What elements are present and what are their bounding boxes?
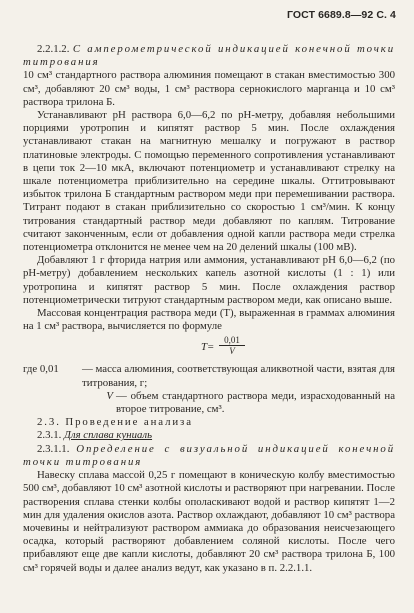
clause-title: С амперометрической индикацией конечной точки титрования (23, 43, 396, 69)
definition-key: V (106, 389, 113, 402)
definition-row (23, 390, 395, 416)
section-2-3: 2.3. Проведение анализа (37, 416, 193, 429)
formula-fraction (219, 335, 245, 356)
paragraph-body-2: Устанавливают рН раствора 6,0—6,2 по рН-метру, добавляя небольшими порциями уротропин и кипятят раствор 5 мин. После охлаждения устанавливают стакан на магнитную мешалку и погружают в раствор платиновые электроды. С помощью переменного сопротивления устанавливают в цепи ток 2—10 мкА, включают потенциометр и устанавливают стрелку на шкале потенциометра приблизительно на середине шкалы. Оттитровывают избыток трилона Б стандартным раствором меди при перемешивании раствора. Титрант подают в стакан приблизительно со скоростью 1 см³/мин. К концу титрования стандартный раствор меди добавляют по каплям. Титрование считают законченным, если от добавления одной капли раствора меди стрелка потенциометра отклонится не менее чем на 20 делений шкалы (100 мВ). (23, 109, 395, 254)
clause-number: 2.2.1.2. (37, 43, 70, 55)
page-header: ГОСТ 6689.8—92 С. 4 (286, 9, 396, 21)
definition-row (23, 363, 395, 389)
formula-denominator: V (229, 346, 235, 357)
definition-text: — масса алюминия, соответствующая аликвотной части, взятая для титрования, г; (82, 363, 395, 389)
formula (23, 337, 395, 357)
clause-number: 2.3.1.1. (37, 442, 70, 455)
paragraph-body-5: Навеску сплава массой 0,25 г помещают в коническую колбу вместимостью 500 см³, добавляют 10 см³ азотной кислоты и растворяют при нагревании. После растворения сплава стенки колбы ополаскивают водой и раствор кипятят 1—2 мин для удаления окислов азота. Раствор охлаждают, добавляют 10 см³ раствора мочевины и нейтрализуют раствором аммиака до образования неисчезающего осадка, который растворяют добавлением соляной кислоты. После чего прибавляют еще две капли кислоты, добавляют 20 см³ раствора трилона Б, 100 см³ горячей воды и далее анализ ведут, как указано в п. 2.2.1.1. (23, 469, 395, 574)
formula-numerator: 0,01 (219, 335, 245, 346)
paragraph-body-4: Массовая концентрация раствора меди (T), выраженная в граммах алюминия на 1 см³ раствора, вычисляется по формуле (23, 307, 395, 333)
clause-title: Для сплава куниаль (64, 429, 153, 442)
paragraph-2-2-1-2 (23, 43, 395, 69)
definition-text: — объем стандартного раствора меди, израсходованный на второе титрование, см³. (116, 389, 395, 416)
paragraph-body-3: Добавляют 1 г фторида натрия или аммония, устанавливают рН 6,0—6,2 (по рН-метру) добавлением нескольких капель азотной кислоты (1 : 1) или уротропина и кипятят раствор 5 мин. После охлаждения раствор потенциометрически титруют стандартным раствором меди, как описано выше. (23, 254, 395, 306)
document-body (23, 43, 395, 575)
definition-key: где 0,01 (23, 363, 59, 376)
formula-definitions (23, 363, 395, 416)
section-2-3-1-1 (23, 443, 395, 469)
section-2-3-1 (23, 429, 395, 442)
clause-title: Определение с визуальной индикацией конечной точки титрования (23, 442, 395, 468)
clause-number: 2.3.1. (37, 429, 62, 442)
paragraph-body-1: 10 см³ стандартного раствора алюминия помещают в стакан вместимостью 300 см³, добавляют 20 см³ воды, 1 см³ раствора сернокислого марганца и 10 см³ раствора трилона Б. (23, 69, 395, 108)
formula-lhs: T= (201, 341, 215, 354)
